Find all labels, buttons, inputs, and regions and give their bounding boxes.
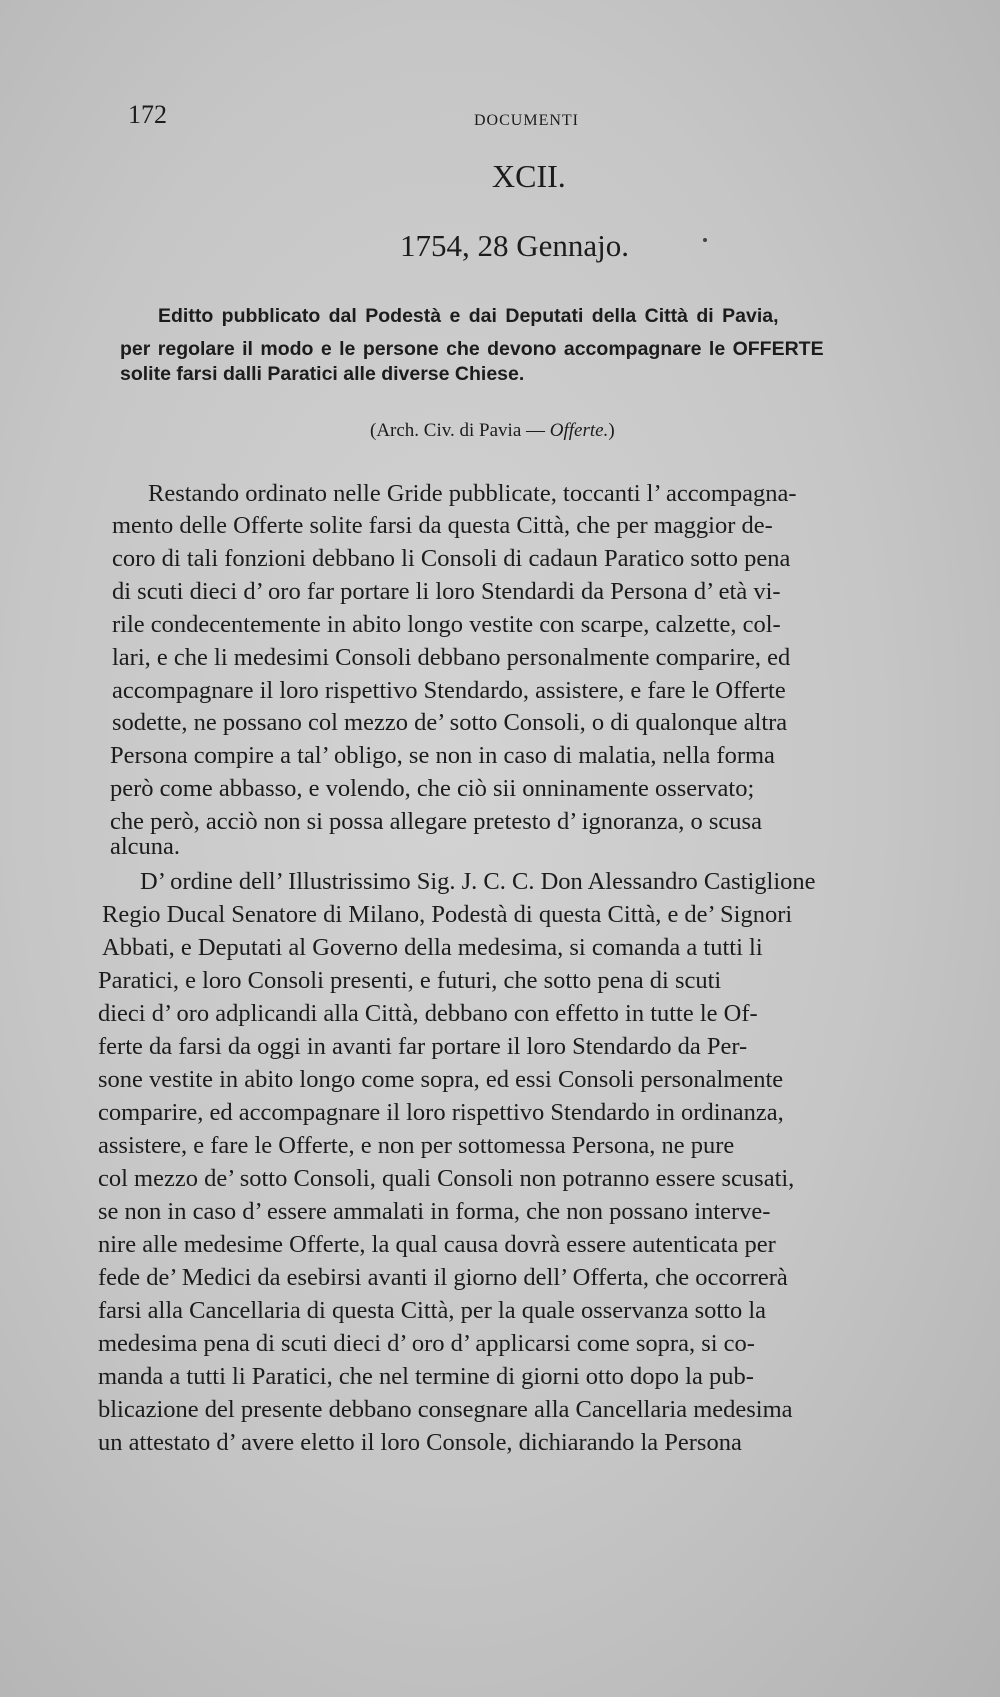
ink-dot: [703, 238, 707, 242]
body-line: col mezzo de’ sotto Consoli, quali Consoli non potranno essere scusati,: [98, 1165, 795, 1192]
body-line: di scuti dieci d’ oro far portare li loro Stendardi da Persona d’ età vi-: [112, 578, 781, 605]
body-line: Restando ordinato nelle Gride pubblicate, toccanti l’ accompagna-: [148, 480, 797, 507]
archive-suffix: ): [608, 420, 615, 441]
body-line: nire alle medesime Offerte, la qual causa dovrà essere autenticata per: [98, 1231, 776, 1258]
body-line: Persona compire a tal’ obligo, se non in caso di malatia, nella forma: [110, 742, 775, 769]
body-line: che però, acciò non si possa allegare pretesto d’ ignoranza, o scusa: [110, 808, 762, 835]
body-line: Paratici, e loro Consoli presenti, e futuri, che sotto pena di scuti: [98, 967, 722, 994]
body-line: mento delle Offerte solite farsi da questa Città, che per maggior de-: [112, 512, 773, 539]
body-line: medesima pena di scuti dieci d’ oro d’ applicarsi come sopra, si co-: [98, 1330, 755, 1357]
title-line: per regolare il modo e le persone che devono accompagnare le OFFERTE: [120, 338, 824, 360]
body-line: sodette, ne possano col mezzo de’ sotto Consoli, o di qualonque altra: [112, 709, 788, 736]
running-head: DOCUMENTI: [474, 112, 579, 129]
body-line: alcuna.: [110, 833, 181, 860]
body-line: fede de’ Medici da esebirsi avanti il giorno dell’ Offerta, che occorrerà: [98, 1264, 788, 1291]
body-line: farsi alla Cancellaria di questa Città, per la quale osservanza sotto la: [98, 1297, 767, 1324]
body-line: assistere, e fare le Offerte, e non per sottomessa Persona, ne pure: [98, 1132, 735, 1159]
body-line: un attestato d’ avere eletto il loro Console, dichiarando la Persona: [98, 1429, 742, 1456]
page-number: 172: [128, 100, 167, 129]
title-line: solite farsi dalli Paratici alle diverse Chiese.: [120, 363, 525, 385]
body-line: lari, e che li medesimi Consoli debbano personalmente comparire, ed: [112, 644, 791, 671]
body-line: blicazione del presente debbano consegnare alla Cancellaria medesima: [98, 1396, 793, 1423]
document-date: 1754, 28 Gennajo.: [400, 228, 630, 263]
body-line: dieci d’ oro adplicandi alla Città, debbano con effetto in tutte le Of-: [98, 1000, 758, 1027]
body-line: ferte da farsi da oggi in avanti far portare il loro Stendardo da Per-: [98, 1033, 748, 1060]
body-line: manda a tutti li Paratici, che nel termine di giorni otto dopo la pub-: [98, 1363, 754, 1390]
archive-reference: [370, 420, 615, 442]
archive-prefix: (Arch. Civ. di Pavia —: [370, 420, 550, 441]
archive-title: Offerte.: [549, 420, 609, 441]
body-line: D’ ordine dell’ Illustrissimo Sig. J. C. C. Don Alessandro Castiglione: [140, 868, 816, 895]
body-line: però come abbasso, e volendo, che ciò sii onninamente osservato;: [110, 775, 755, 802]
body-line: rile condecentemente in abito longo vestite con scarpe, calzette, col-: [112, 611, 781, 638]
body-line: accompagnare il loro rispettivo Stendardo, assistere, e fare le Offerte: [112, 677, 786, 704]
body-line: Abbati, e Deputati al Governo della medesima, si comanda a tutti li: [102, 934, 763, 961]
body-line: Regio Ducal Senatore di Milano, Podestà di questa Città, e de’ Signori: [102, 901, 793, 928]
body-line: coro di tali fonzioni debbano li Consoli di cadaun Paratico sotto pena: [112, 545, 791, 572]
body-line: comparire, ed accompagnare il loro rispettivo Stendardo in ordinanza,: [98, 1099, 784, 1126]
document-number: XCII.: [492, 158, 566, 194]
title-line: Editto pubblicato dal Podestà e dai Deputati della Città di Pavia,: [158, 305, 779, 327]
body-line: se non in caso d’ essere ammalati in forma, che non possano interve-: [98, 1198, 771, 1225]
body-line: sone vestite in abito longo come sopra, ed essi Consoli personalmente: [98, 1066, 784, 1093]
